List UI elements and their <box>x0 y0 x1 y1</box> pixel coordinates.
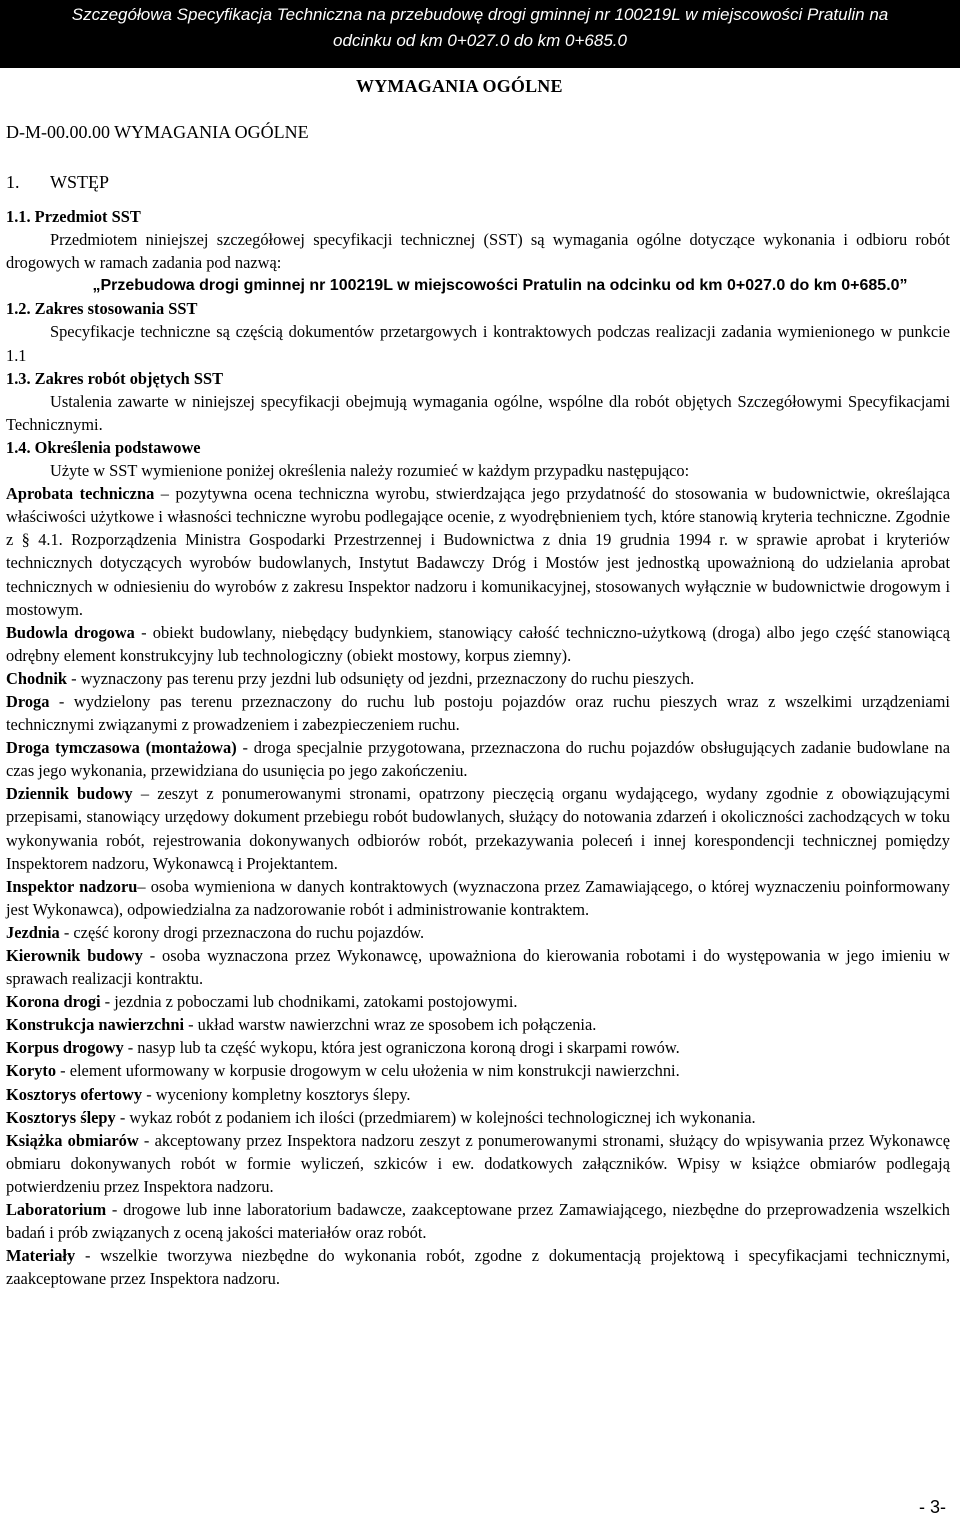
header-line-1: Szczegółowa Specyfikacja Techniczna na przebudowę drogi gminnej nr 100219L w miejscowości Pratulin na <box>71 5 889 24</box>
page-number: - 3- <box>919 1497 946 1517</box>
definition-item <box>6 944 950 990</box>
section-text-1-3: Ustalenia zawarte w niniejszej specyfikacji obejmują wymagania ogólne, wspólne dla robót objętych Szczegółowymi Specyfikacjami Technicznymi. <box>6 391 950 434</box>
definition-text: – zeszyt z ponumerowanymi stronami, opatrzony pieczęcią organu wydającego, wydany zgodnie z obowiązującymi przepisami, stanowiący urzędowy dokument przebiegu robót budowlanych, służący do notowania zdarzeń i okoliczności zachodzących w toku wykonywania robót, rejestrowania dokonywanych odbiorów robót, przekazywania poleceń i innej korespondencji technicznej pomiędzy Inspektorem nadzoru, Wykonawcą i Projektantem. <box>6 784 951 873</box>
definition-text: - nasyp lub ta część wykopu, która jest ograniczona koroną drogi i skarpami rowów. <box>123 1038 680 1058</box>
definition-item <box>6 1198 950 1244</box>
definition-term: Materiały <box>6 1246 76 1266</box>
definition-text: - wyznaczony pas terenu przy jezdni lub odsunięty od jezdni, przeznaczony do ruchu pieszych. <box>67 668 695 688</box>
definition-text: – pozytywna ocena techniczna wyrobu, stwierdzająca jego przydatność do stosowania w budownictwie, określająca właściwości użytkowe i własności techniczne wyrobu podlegające ocenie, z wyodrębnieniem tych, które stanowią kryteria techniczne. Zgodnie z § 4.1. Rozporządzenia Ministra Gospodarki Przestrzennej i Budownictwa z dnia 19 grudnia 1994 r. w sprawie aprobat i kryteriów technicznych dotyczących wyrobów budowlanych, Instytut Badawczy Dróg i Mostów jest jednostką upoważnioną do udzielania aprobat technicznych w odniesieniu do wyrobów z zakresu Inspektor nadzoru i komunikacyjnej, stosowanych wyłącznie w budownictwie drogowym i mostowym. <box>6 484 951 619</box>
definition-text: - osoba wyznaczona przez Wykonawcę, upoważniona do kierowania robotami i do występowania w jego imieniu w sprawach realizacji kontraktu. <box>6 946 951 989</box>
chapter-title: WSTĘP <box>50 172 110 192</box>
definition-term: Aprobata techniczna <box>6 484 155 504</box>
definition-term: Droga <box>6 691 50 711</box>
definition-text: - jezdnia z poboczami lub chodnikami, zatokami postojowymi. <box>100 992 518 1012</box>
section-intro-1-4: Użyte w SST wymienione poniżej określenia należy rozumieć w każdym przypadku następująco: <box>50 461 690 481</box>
definition-term: Budowla drogowa <box>6 622 135 642</box>
definition-term: Inspektor nadzoru <box>6 876 138 896</box>
definition-text: - wyceniony kompletny kosztorys ślepy. <box>142 1084 411 1104</box>
definition-item <box>6 736 950 782</box>
definition-term: Jezdnia <box>6 922 60 942</box>
definition-term: Korpus drogowy <box>6 1038 124 1058</box>
chapter-number: 1. <box>6 172 20 192</box>
section-text-1-1: Przedmiotem niniejszej szczegółowej specyfikacji technicznej (SST) są wymagania ogólne dotyczące wykonania i odbioru robót drogowych w ramach zadania pod nazwą: <box>6 230 950 273</box>
definition-text: - wydzielony pas terenu przeznaczony do ruchu lub postoju pojazdów oraz ruchu pieszych wraz z wszelkimi urządzeniami technicznymi związanymi z prowadzeniem i zabezpieczeniem ruchu. <box>6 691 950 735</box>
definition-text: - droga specjalnie przygotowana, przeznaczona do ruchu pojazdów obsługujących zadanie budowlane na czas jego wykonania, przewidziana do usunięcia po jego zakończeniu. <box>6 738 950 781</box>
definition-text: - akceptowany przez Inspektora nadzoru zeszyt z ponumerowanymi stronami, służący do wpisywania przez Wykonawcę obmiaru dokonywanych robót w formie wyliczeń, szkiców i ew. dodatkowych załączników. Wpisy w książce obmiarów podlegają potwierdzeniu przez Inspektora nadzoru. <box>6 1130 950 1196</box>
definition-item <box>6 690 950 736</box>
definition-term: Kosztorys ofertowy <box>6 1084 143 1104</box>
definition-text: - element uformowany w korpusie drogowym w celu ułożenia w nim konstrukcji nawierzchni. <box>56 1061 680 1081</box>
definition-term: Chodnik <box>6 668 68 688</box>
definition-text: - wszelkie tworzywa niezbędne do wykonania robót, zgodne z dokumentacją projektową i specyfikacjami technicznymi, zaakceptowane przez Inspektora nadzoru. <box>6 1246 950 1289</box>
definition-term: Koryto <box>6 1061 57 1081</box>
definition-item <box>6 1244 950 1290</box>
project-title: „Przebudowa drogi gminnej nr 100219L w miejscowości Pratulin na odcinku od km 0+027.0 do km 0+685.0” <box>92 277 908 295</box>
definition-item <box>6 1083 950 1106</box>
section-label: WYMAGANIA OGÓLNE <box>356 76 563 96</box>
definition-item <box>6 782 950 874</box>
definition-term: Książka obmiarów <box>6 1130 139 1150</box>
section-heading-1-2: 1.2. Zakres stosowania SST <box>6 299 198 319</box>
definition-term: Kosztorys ślepy <box>6 1107 116 1127</box>
definition-item <box>6 921 950 944</box>
definition-item <box>6 1013 950 1036</box>
definition-term: Dziennik budowy <box>6 784 133 804</box>
chapter-heading <box>6 172 109 193</box>
definition-item <box>6 621 950 667</box>
definition-text: - układ warstw nawierzchni wraz ze sposobem ich połączenia. <box>184 1015 597 1035</box>
section-heading-1-3: 1.3. Zakres robót objętych SST <box>6 368 224 388</box>
definition-item <box>6 1129 950 1198</box>
section-heading-1-4: 1.4. Określenia podstawowe <box>6 437 201 457</box>
definition-text: – osoba wymieniona w danych kontraktowych (wyznaczona przez Zamawiającego, o której wyznaczeniu poinformowany jest Wykonawca), odpowiedzialna za nadzorowanie robót i administrowanie kontraktem. <box>6 876 950 919</box>
document-body <box>6 205 950 1290</box>
definition-text: - część korony drogi przeznaczona do ruchu pojazdów. <box>59 922 425 942</box>
definition-term: Laboratorium <box>6 1200 107 1220</box>
definitions-list <box>6 482 950 1290</box>
definition-term: Kierownik budowy <box>6 946 143 965</box>
definition-item <box>6 1036 950 1059</box>
section-heading-1-1: 1.1. Przedmiot SST <box>6 207 141 226</box>
definition-item <box>6 875 950 921</box>
definition-text: - wykaz robót z podaniem ich ilości (przedmiarem) w kolejności technologicznej ich wykonania. <box>115 1107 756 1127</box>
definition-item <box>6 1106 950 1129</box>
document-code: D-M-00.00.00 WYMAGANIA OGÓLNE <box>6 122 309 142</box>
definition-item <box>6 482 950 621</box>
definition-item <box>6 1059 950 1082</box>
definition-item <box>6 990 950 1013</box>
page-header <box>0 0 960 68</box>
header-line-2: odcinku od km 0+027.0 do km 0+685.0 <box>333 31 627 50</box>
definition-text: - drogowe lub inne laboratorium badawcze, zaakceptowane przez Zamawiającego, niezbędne do przeprowadzenia wszelkich badań i prób związanych z oceną jakości materiałów oraz robót. <box>6 1200 950 1243</box>
definition-term: Korona drogi <box>6 992 101 1012</box>
definition-term: Konstrukcja nawierzchni <box>6 1015 185 1035</box>
definition-term: Droga tymczasowa (montażowa) <box>6 738 237 758</box>
definition-text: - obiekt budowlany, niebędący budynkiem, stanowiący całość techniczno-użytkową (droga) albo jego część stanowiącą odrębny element konstrukcyjny lub technologiczny (obiekt mostowy, korpus ziemny). <box>6 622 950 665</box>
section-text-1-2: Specyfikacje techniczne są częścią dokumentów przetargowych i kontraktowych podczas realizacji zadania wymienionego w punkcie 1.1 <box>6 322 950 365</box>
definition-item <box>6 667 950 690</box>
